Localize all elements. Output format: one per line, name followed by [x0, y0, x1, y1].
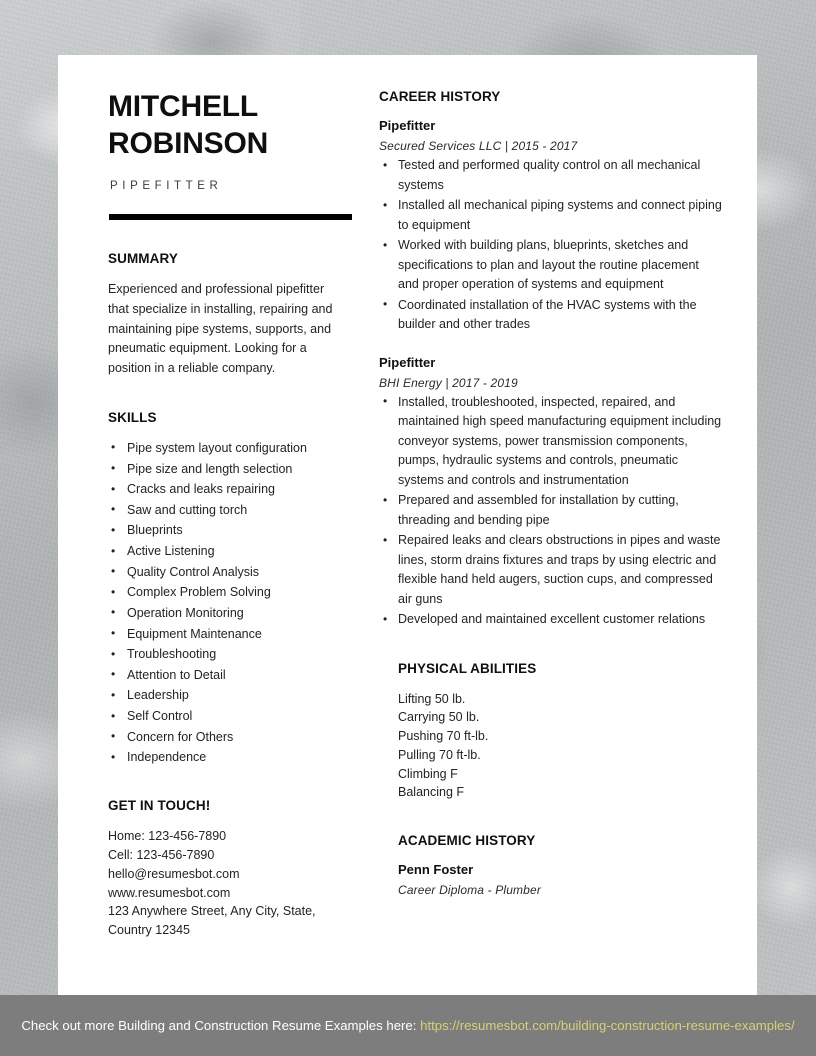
header-subtitle: PIPEFITTER: [110, 180, 223, 193]
physical-abilities-list: [398, 690, 723, 803]
skill-item: • Concern for Others: [108, 728, 334, 747]
skill-item: • Attention to Detail: [108, 666, 334, 685]
skill-item: • Complex Problem Solving: [108, 583, 334, 602]
job-title: Pipefitter: [379, 354, 436, 370]
physical-ability-item: Balancing F: [398, 785, 465, 800]
job-bullet: • Repaired leaks and clears obstructions in pipes and waste lines, storm drains fixtures and traps by using electric and flexible hand held augers, suction cups, and compressed air guns: [379, 531, 723, 609]
contact-lines: [108, 827, 334, 940]
skill-item: • Independence: [108, 748, 334, 767]
first-name: MITCHELL: [108, 90, 259, 123]
physical-ability-item: Climbing F: [398, 766, 458, 781]
job-meta: BHI Energy | 2017 - 2019: [379, 375, 518, 390]
physical-ability-item: Carrying 50 lb.: [398, 710, 480, 725]
contact-line: Cell: 123-456-7890: [108, 848, 215, 863]
job-entry: [379, 118, 723, 335]
name-block: [108, 89, 334, 162]
summary-heading: SUMMARY: [108, 251, 178, 267]
contact-heading: GET IN TOUCH!: [108, 798, 211, 814]
job-bullet: • Installed, troubleshooted, inspected, repaired, and maintained high speed manufacturing equipment including conveyor systems, power transmission components, pumps, hydraulic systems and controls, pneumatic systems and controls and instrumentation: [379, 393, 723, 491]
physical-ability-item: Pushing 70 ft-lb.: [398, 729, 489, 743]
skill-item: • Blueprints: [108, 521, 334, 540]
contact-line: 123 Anywhere Street, Any City, State, Country 12345: [108, 904, 316, 938]
contact-line: www.resumesbot.com: [108, 885, 231, 900]
left-column: [58, 55, 350, 995]
job-bullet: • Prepared and assembled for installation by cutting, threading and bending pipe: [379, 491, 723, 530]
job-bullet: • Worked with building plans, blueprints, sketches and specifications to plan and layout the routine placement and proper operation of systems and equipment: [379, 236, 723, 295]
job-meta: Secured Services LLC | 2015 - 2017: [379, 139, 578, 153]
skills-heading: SKILLS: [108, 409, 157, 425]
job-bullet-list: [379, 393, 723, 630]
resume-page: [58, 55, 757, 995]
academic-degree: Career Diploma - Plumber: [398, 883, 541, 897]
physical-ability-item: Lifting 50 lb.: [398, 691, 466, 706]
skill-item: • Operation Monitoring: [108, 604, 334, 623]
skill-item: • Leadership: [108, 686, 334, 705]
job-bullet: • Tested and performed quality control on all mechanical systems: [379, 156, 723, 195]
skill-item: • Saw and cutting torch: [108, 501, 334, 520]
header-divider-rule: [109, 214, 352, 220]
job-bullet-list: [379, 156, 723, 335]
skill-item: • Active Listening: [108, 542, 334, 561]
academic-history-heading: ACADEMIC HISTORY: [398, 833, 536, 848]
skill-item: • Pipe system layout configuration: [108, 439, 334, 458]
skill-item: • Cracks and leaks repairing: [108, 480, 334, 499]
career-history-heading: CAREER HISTORY: [379, 89, 501, 104]
career-history-list: [379, 118, 723, 630]
skills-list: [108, 439, 334, 768]
skill-item: • Quality Control Analysis: [108, 563, 334, 582]
skill-item: • Pipe size and length selection: [108, 460, 334, 479]
summary-text: Experienced and professional pipefitter that specialize in installing, repairing and maintaining pipe systems, supports, and pneumatic equipment. Looking for a position in a reliable company.: [108, 282, 333, 376]
contact-line: Home: 123-456-7890: [108, 829, 227, 844]
footer-text: [21, 1018, 794, 1033]
job-title: Pipefitter: [379, 118, 436, 133]
job-bullet: • Developed and maintained excellent customer relations: [379, 610, 723, 630]
job-entry: [379, 355, 723, 630]
right-column: [350, 55, 757, 995]
last-name: ROBINSON: [108, 126, 269, 160]
academic-school: Penn Foster: [398, 862, 474, 877]
physical-abilities-heading: PHYSICAL ABILITIES: [398, 660, 537, 676]
physical-ability-item: Pulling 70 ft-lb.: [398, 747, 481, 762]
job-bullet: • Installed all mechanical piping systems and connect piping to equipment: [379, 196, 723, 235]
skill-item: • Self Control: [108, 707, 334, 726]
contact-line: hello@resumesbot.com: [108, 866, 240, 881]
footer-banner: [0, 995, 816, 1056]
footer-label: Check out more Building and Construction Resume Examples here:: [21, 1018, 421, 1033]
skill-item: • Equipment Maintenance: [108, 625, 334, 644]
footer-link[interactable]: https://resumesbot.com/building-construction-resume-examples/: [420, 1018, 795, 1033]
skill-item: • Troubleshooting: [108, 645, 334, 664]
job-bullet: • Coordinated installation of the HVAC systems with the builder and other trades: [379, 296, 723, 335]
